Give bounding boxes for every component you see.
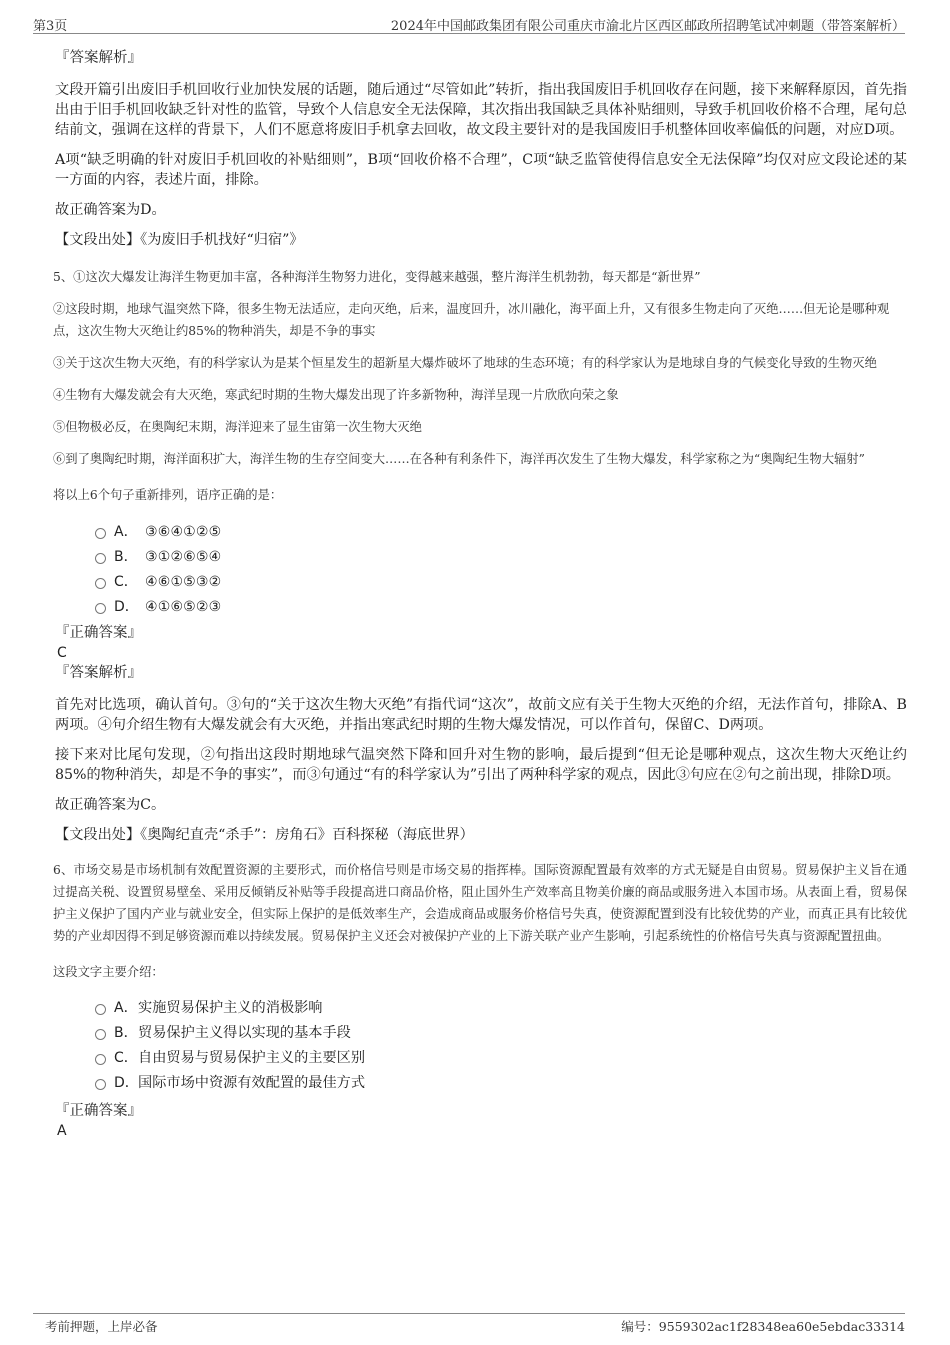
option-letter: D． bbox=[114, 599, 139, 615]
page-footer bbox=[33, 1313, 905, 1334]
option-text: 国际市场中资源有效配置的最佳方式 bbox=[138, 1075, 366, 1091]
q5-sentence-3: ③关于这次生物大灭绝，有的科学家认为是某个恒星发生的超新星大爆炸破坏了地球的生态环境；有的科学家认为是地球自身的气候变化导致的生物灭绝 bbox=[53, 356, 877, 370]
radio-button-icon[interactable] bbox=[95, 553, 106, 564]
q6-option-d[interactable] bbox=[95, 1072, 907, 1097]
option-text: ③①②⑥⑤④ bbox=[145, 549, 222, 565]
document-title: 2024年中国邮政集团有限公司重庆市渝北片区西区邮政所招聘笔试冲刺题（带答案解析） bbox=[390, 19, 905, 34]
q5-option-b[interactable] bbox=[95, 546, 907, 571]
q5-options bbox=[55, 521, 907, 621]
radio-button-icon[interactable] bbox=[95, 1079, 106, 1090]
q5-analysis-paragraph-3: 故正确答案为C。 bbox=[55, 797, 166, 813]
q5-option-c[interactable] bbox=[95, 571, 907, 596]
q5-analysis-paragraph-1: 首先对比选项，确认首句。③句的“关于这次生物大灭绝”有指代词“这次”，故前文应有关于生物大灭绝的介绍，无法作首句，排除A、B两项。④句介绍生物有大爆发就会有大灭绝，并指出寒武纪时期的生物大爆发情况，可以作首句，保留C、D两项。 bbox=[55, 697, 907, 733]
q4-source: 【文段出处】《为废旧手机找好“归宿”》 bbox=[55, 232, 304, 248]
option-text: ④①⑥⑤②③ bbox=[145, 599, 222, 615]
option-text: ③⑥④①②⑤ bbox=[145, 524, 222, 540]
footer-serial-number: 编号：9559302ac1f28348ea60e5ebdac33314 bbox=[621, 1319, 905, 1334]
q4-analysis-paragraph-1: 文段开篇引出废旧手机回收行业加快发展的话题，随后通过“尽管如此”转折，指出我国废旧手机回收存在问题，接下来解释原因，首先指出由于旧手机回收缺乏针对性的监管，导致个人信息安全无法保障，其次指出我国缺乏具体补贴细则，导致手机回收价格不合理，尾句总结前文，强调在这样的背景下，人们不愿意将废旧手机拿去回收，故文段主要针对的是我国废旧手机整体回收率偏低的问题，对应D项。 bbox=[55, 82, 907, 138]
radio-button-icon[interactable] bbox=[95, 603, 106, 614]
q5-answer-label: 『正确答案』 bbox=[55, 625, 142, 641]
option-letter: C． bbox=[114, 1050, 138, 1066]
q4-analysis-label: 『答案解析』 bbox=[55, 50, 142, 66]
q6-option-b[interactable] bbox=[95, 1022, 907, 1047]
q6-answer-label: 『正确答案』 bbox=[55, 1103, 142, 1119]
radio-button-icon[interactable] bbox=[95, 1054, 106, 1065]
q5-analysis-label: 『答案解析』 bbox=[55, 665, 142, 681]
q4-analysis-paragraph-3: 故正确答案为D。 bbox=[55, 202, 166, 218]
q5-sentence-2: ②这段时期，地球气温突然下降，很多生物无法适应，走向灭绝，后来，温度回升，冰川融化，海平面上升，又有很多生物走向了灭绝……但无论是哪种观点，这次生物大灭绝让约85%的物种消失，却是不争的事实 bbox=[53, 302, 890, 338]
option-text: ④⑥①⑤③② bbox=[145, 574, 222, 590]
radio-button-icon[interactable] bbox=[95, 578, 106, 589]
q6-prompt: 这段文字主要介绍： bbox=[53, 965, 164, 979]
option-text: 贸易保护主义得以实现的基本手段 bbox=[138, 1025, 351, 1041]
option-letter: C． bbox=[114, 574, 138, 590]
q5-source: 【文段出处】《奥陶纪直壳“杀手”：房角石》百科探秘（海底世界） bbox=[55, 827, 474, 843]
q5-sentence-5: ⑤但物极必反，在奥陶纪末期，海洋迎来了显生宙第一次生物大灭绝 bbox=[53, 420, 422, 434]
page-number: 第3页 bbox=[33, 19, 68, 34]
q6-stem: 6、市场交易是市场机制有效配置资源的主要形式，而价格信号则是市场交易的指挥棒。国际资源配置最有效率的方式无疑是自由贸易。贸易保护主义旨在通过提高关税、设置贸易壁垒、采用反倾销反补贴等手段提高进口商品价格，阻止国外生产效率高且物美价廉的商品或服务进入本国市场。从表面上看，贸易保护主义保护了国内产业与就业安全，但实际上保护的是低效率生产，会造成商品或服务价格信号失真，使资源配置到没有比较优势的产业，而真正具有比较优势的产业却因得不到足够资源而难以持续发展。贸易保护主义还会对被保护产业的上下游关联产业产生影响，引起系统性的价格信号失真与资源配置扭曲。 bbox=[53, 863, 907, 943]
q5-answer: C bbox=[57, 645, 67, 661]
radio-button-icon[interactable] bbox=[95, 1004, 106, 1015]
option-letter: D． bbox=[114, 1075, 139, 1091]
q4-analysis-paragraph-2: A项“缺乏明确的针对废旧手机回收的补贴细则”，B项“回收价格不合理”，C项“缺乏监管使得信息安全无法保障”均仅对应文段论述的某一方面的内容，表述片面，排除。 bbox=[55, 152, 907, 188]
q6-option-c[interactable] bbox=[95, 1047, 907, 1072]
document-body bbox=[55, 48, 907, 1141]
q6-answer: A bbox=[57, 1123, 67, 1139]
option-letter: B． bbox=[114, 1025, 138, 1041]
q5-sentence-6: ⑥到了奥陶纪时期，海洋面积扩大，海洋生物的生存空间变大……在各种有利条件下，海洋再次发生了生物大爆发，科学家称之为“奥陶纪生物大辐射” bbox=[53, 452, 865, 466]
q6-options bbox=[55, 997, 907, 1097]
footer-slogan: 考前押题，上岸必备 bbox=[45, 1319, 158, 1334]
page-header bbox=[33, 13, 905, 34]
option-letter: B． bbox=[114, 549, 138, 565]
q5-sentence-1: 5、①这次大爆发让海洋生物更加丰富，各种海洋生物努力进化，变得越来越强，整片海洋生机勃勃，每天都是“新世界” bbox=[53, 270, 701, 284]
q6-option-a[interactable] bbox=[95, 997, 907, 1022]
option-text: 自由贸易与贸易保护主义的主要区别 bbox=[138, 1050, 366, 1066]
q5-option-d[interactable] bbox=[95, 596, 907, 621]
option-letter: A． bbox=[114, 1000, 138, 1016]
radio-button-icon[interactable] bbox=[95, 528, 106, 539]
option-text: 实施贸易保护主义的消极影响 bbox=[138, 1000, 323, 1016]
q5-analysis-paragraph-2: 接下来对比尾句发现，②句指出这段时期地球气温突然下降和回升对生物的影响，最后提到“但无论是哪种观点，这次生物大灭绝让约85%的物种消失，却是不争的事实”，而③句通过“有的科学家认为”引出了两种科学家的观点，因此③句应在②句之前出现，排除D项。 bbox=[55, 747, 907, 783]
radio-button-icon[interactable] bbox=[95, 1029, 106, 1040]
q5-prompt: 将以上6个句子重新排列，语序正确的是： bbox=[53, 488, 283, 502]
q5-option-a[interactable] bbox=[95, 521, 907, 546]
q5-sentence-4: ④生物有大爆发就会有大灭绝，寒武纪时期的生物大爆发出现了许多新物种，海洋呈现一片欣欣向荣之象 bbox=[53, 388, 619, 402]
option-letter: A． bbox=[114, 524, 138, 540]
